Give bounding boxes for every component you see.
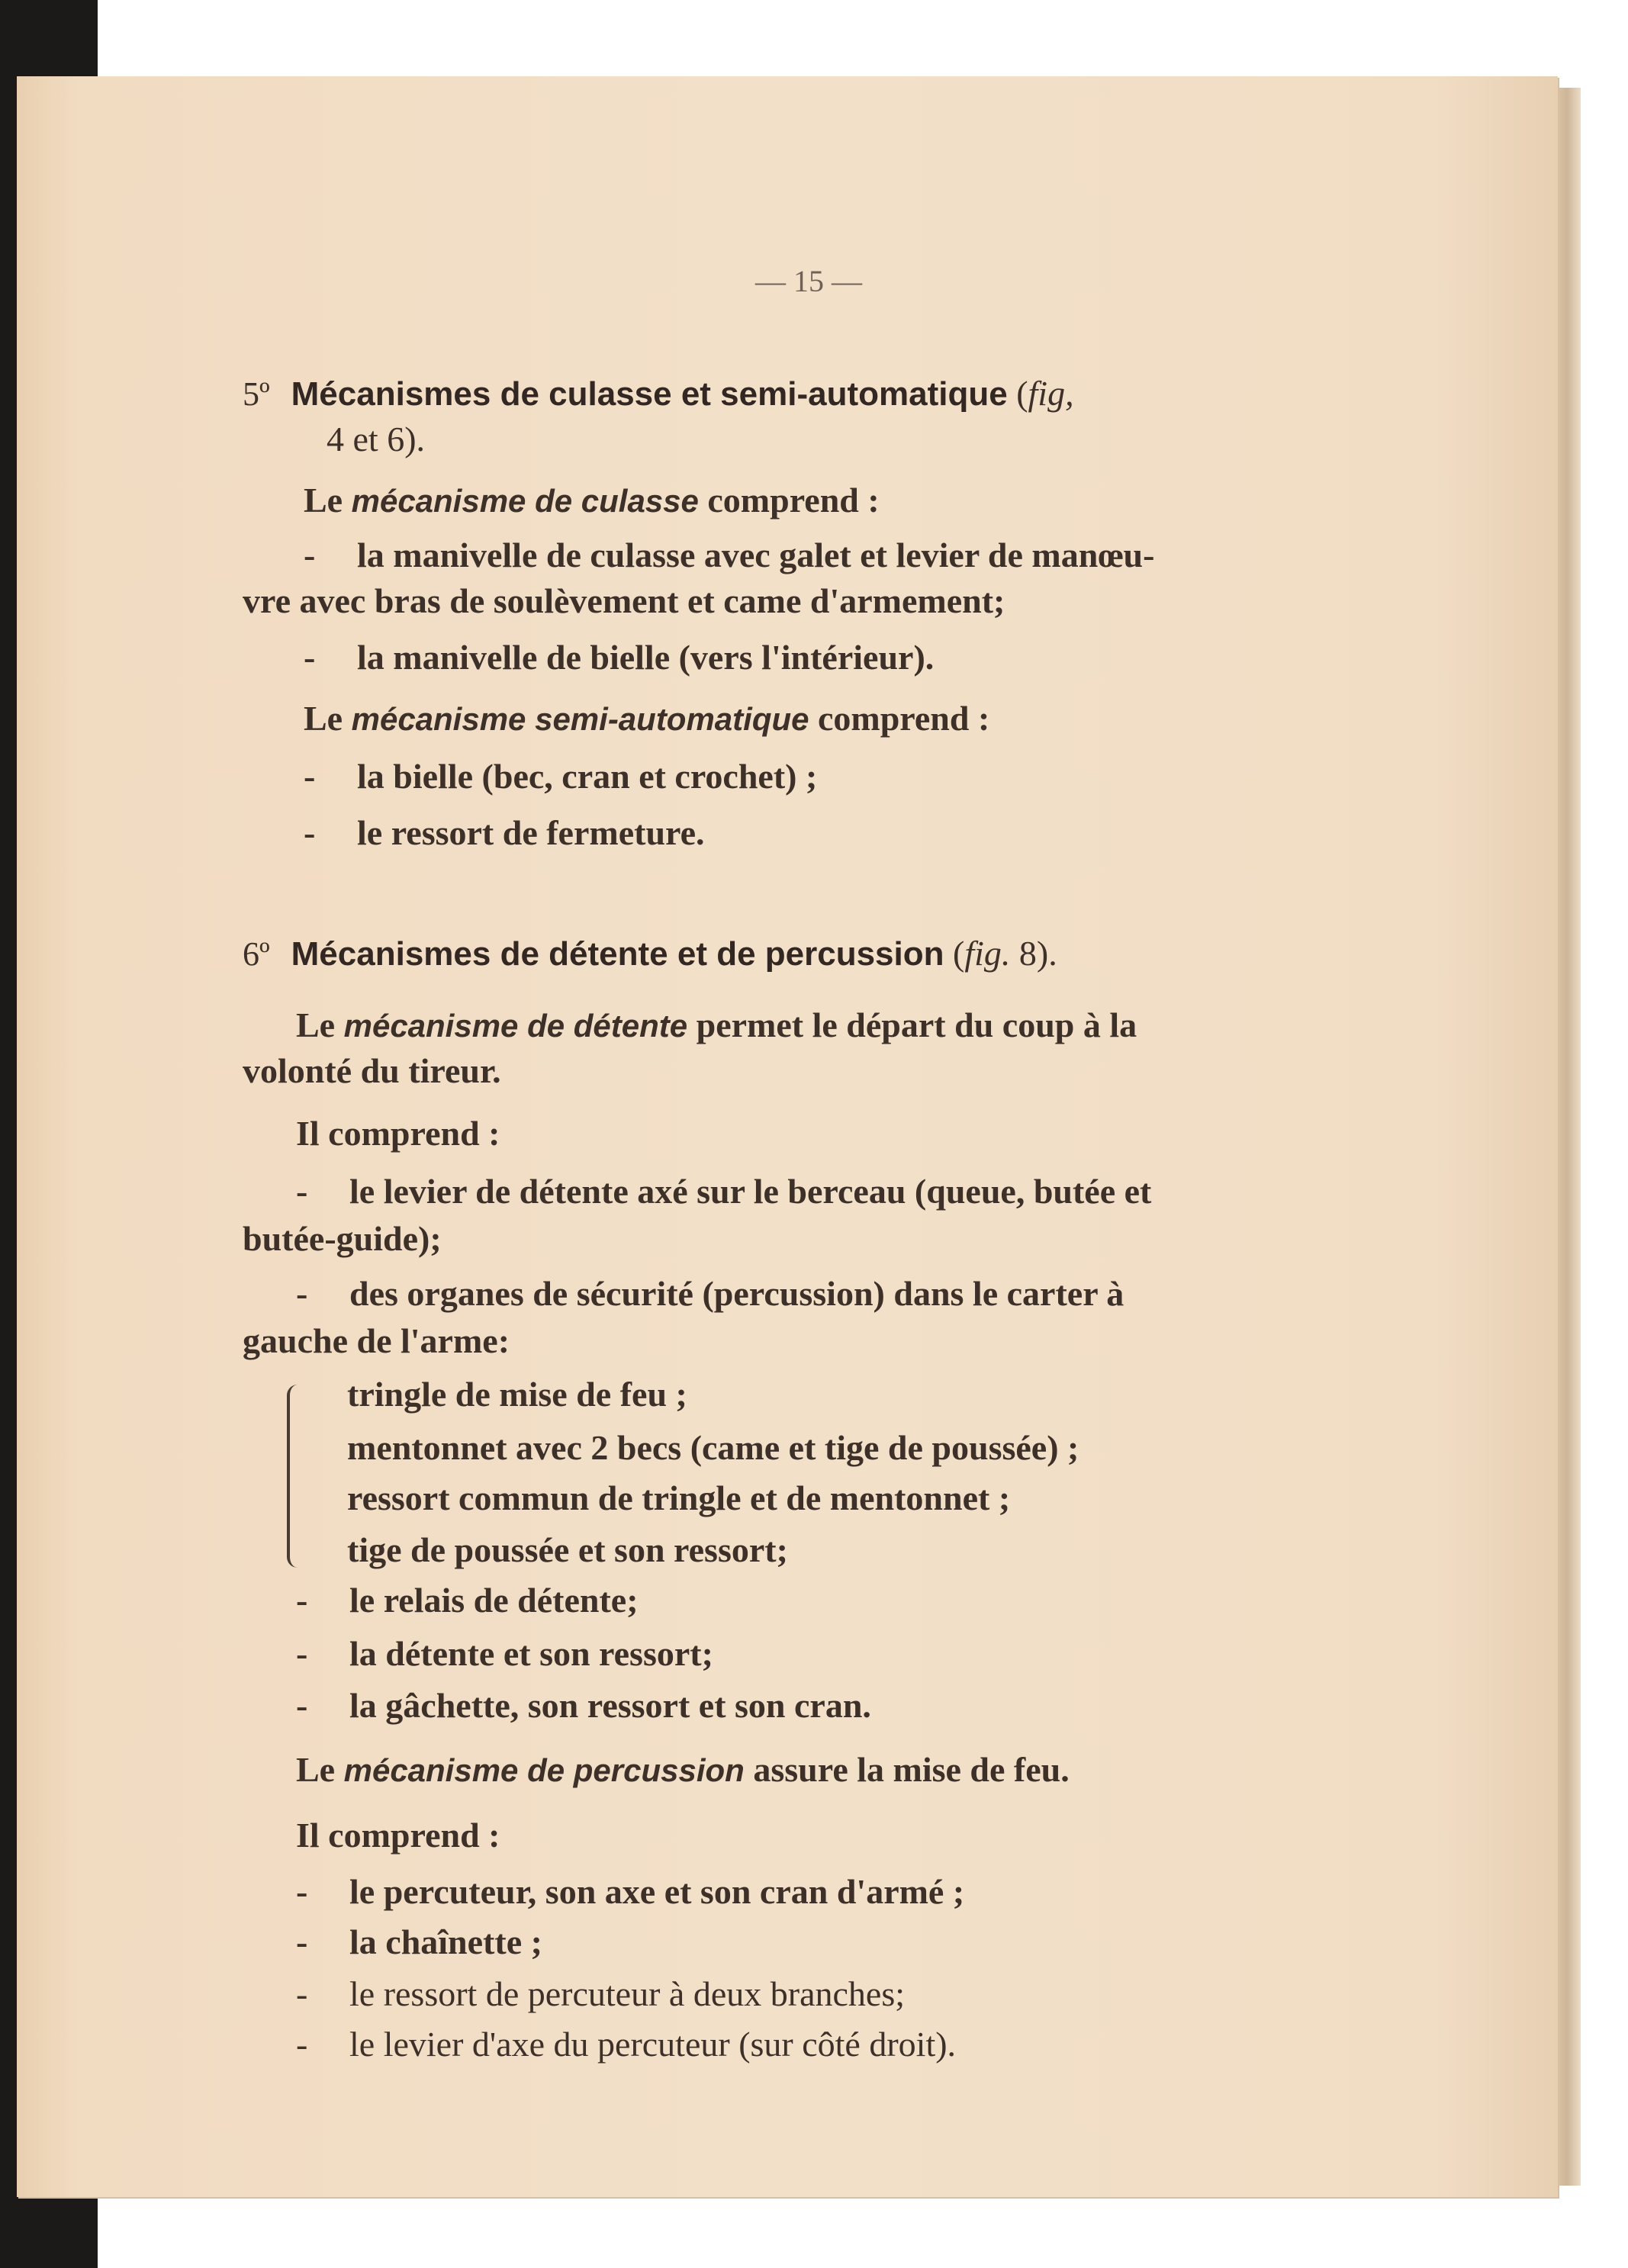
semi-intro: Le mécanisme semi-automatique comprend : xyxy=(304,699,990,738)
detente-item: - le relais de détente; xyxy=(296,1581,639,1620)
section5-number: 5º xyxy=(243,375,270,413)
percussion-term: mécanisme de percussion xyxy=(343,1752,745,1788)
item-levier-cont: butée-guide); xyxy=(243,1219,442,1258)
item-levier: - le levier de détente axé sur le berceau (queue, butée et xyxy=(296,1172,1152,1211)
comprend-2: Il comprend : xyxy=(296,1816,500,1855)
percussion-item: - le levier d'axe du percuteur (sur côté droit). xyxy=(296,2025,957,2064)
semi-term: mécanisme semi-automatique xyxy=(351,701,809,737)
page-edge xyxy=(1558,88,1581,2186)
section5-title: Mécanismes de culasse et semi-automatique xyxy=(291,375,1008,413)
percussion-item: - la chaînette ; xyxy=(296,1922,542,1961)
brace-item: tige de poussée et son ressort; xyxy=(347,1530,788,1569)
culasse-term: mécanisme de culasse xyxy=(351,483,699,519)
culasse-item-2: - la manivelle de bielle (vers l'intérieur). xyxy=(304,638,935,677)
section6-title: Mécanismes de détente et de percussion xyxy=(291,935,944,973)
detente-item: - la gâchette, son ressort et son cran. xyxy=(296,1686,871,1725)
section6-heading xyxy=(243,932,1057,976)
percussion-item: - le ressort de percuteur à deux branches; xyxy=(296,1974,906,2013)
detente-term: mécanisme de détente xyxy=(343,1008,688,1044)
brace-item: tringle de mise de feu ; xyxy=(347,1375,687,1414)
percussion-item: - le percuteur, son axe et son cran d'armé ; xyxy=(296,1872,965,1911)
semi-item-1: - la bielle (bec, cran et crochet) ; xyxy=(304,757,818,796)
comprend-1: Il comprend : xyxy=(296,1114,500,1153)
detente-intro-cont: volonté du tireur. xyxy=(243,1051,501,1090)
section5-ref-cont: 4 et 6). xyxy=(327,420,426,458)
detente-intro: Le mécanisme de détente permet le départ du coup à la xyxy=(296,1005,1137,1044)
semi-item-2: - le ressort de fermeture. xyxy=(304,813,705,852)
brace-item: mentonnet avec 2 becs (came et tige de poussée) ; xyxy=(347,1428,1079,1467)
section6-number: 6º xyxy=(243,935,270,973)
section6-ref: (fig. 8). xyxy=(953,934,1057,973)
brace-bracket xyxy=(287,1385,304,1568)
brace-item: ressort commun de tringle et de mentonnet ; xyxy=(347,1478,1011,1517)
item-organes-cont: gauche de l'arme: xyxy=(243,1321,510,1360)
section5-ref: (fig, xyxy=(1016,374,1074,413)
item-organes: - des organes de sécurité (percussion) dans le carter à xyxy=(296,1274,1124,1313)
page-number: — 15 — xyxy=(755,264,862,298)
percussion-intro: Le mécanisme de percussion assure la mise de feu. xyxy=(296,1750,1070,1789)
section5-heading xyxy=(243,372,1074,416)
culasse-intro: Le mécanisme de culasse comprend : xyxy=(304,481,880,520)
culasse-item-1: - la manivelle de culasse avec galet et levier de manœu- xyxy=(304,536,1155,574)
culasse-item-1-cont: vre avec bras de soulèvement et came d'armement; xyxy=(243,581,1005,620)
detente-item: - la détente et son ressort; xyxy=(296,1634,713,1673)
